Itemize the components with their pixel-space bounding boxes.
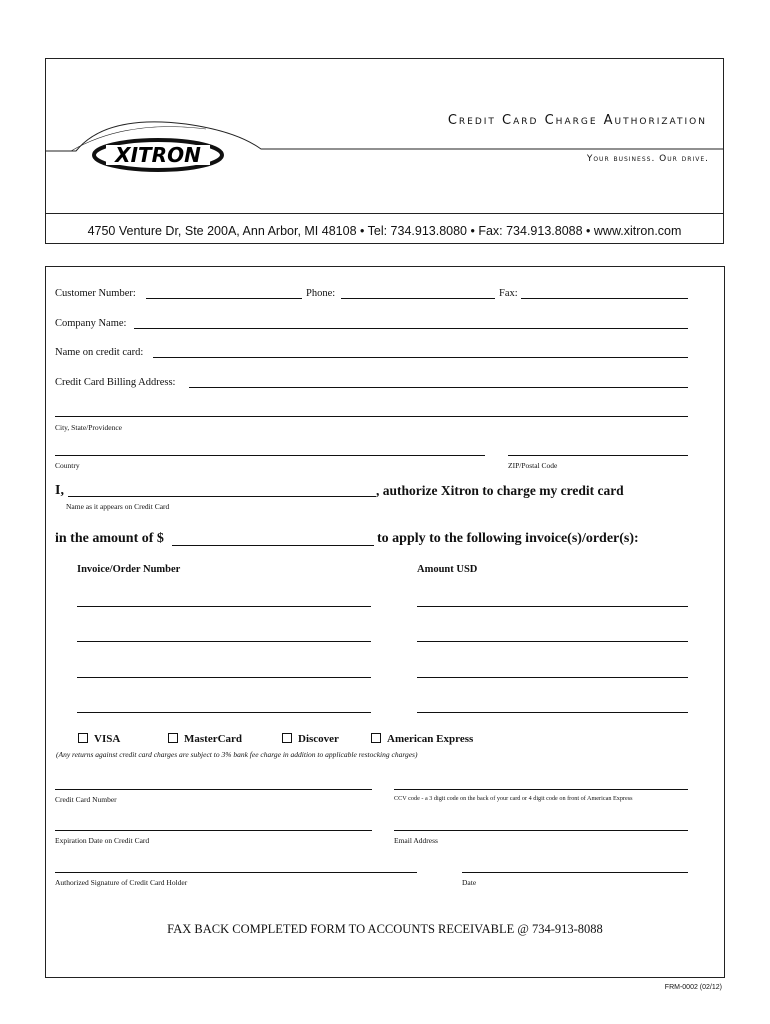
card-number-label: Credit Card Number: [55, 795, 117, 804]
header-box: [45, 58, 724, 244]
company-name-field[interactable]: [134, 328, 688, 329]
form-code: FRM-0002 (02/12): [664, 984, 722, 991]
fax-back-instruction: FAX BACK COMPLETED FORM TO ACCOUNTS RECEIVABLE @ 734-913-8088: [167, 922, 603, 936]
company-address: 4750 Venture Dr, Ste 200A, Ann Arbor, MI 48108 • Tel: 734.913.8080 • Fax: 734.913.8088 • www.xitron.com: [87, 224, 682, 238]
form-title: Credit Card Charge Authorization: [447, 113, 707, 128]
discover-checkbox[interactable]: Discover: [282, 733, 339, 745]
xitron-logo: [90, 135, 230, 175]
zip-label: ZIP/Postal Code: [508, 461, 558, 470]
ccv-field[interactable]: [394, 789, 688, 790]
amount-field-1[interactable]: [417, 606, 688, 607]
amount-field-2[interactable]: [417, 641, 688, 642]
billing-address-label: Credit Card Billing Address:: [55, 377, 176, 388]
checkbox-icon[interactable]: [371, 733, 381, 743]
phone-field[interactable]: [341, 298, 495, 299]
header-divider: [46, 213, 723, 214]
svg-text:XITRON: XITRON: [115, 143, 201, 167]
cardholder-name-hint: Name as it appears on Credit Card: [66, 502, 170, 511]
company-name-label: Company Name:: [55, 318, 127, 329]
expiration-field[interactable]: [55, 830, 372, 831]
invoice-field-4[interactable]: [77, 712, 371, 713]
country-label: Country: [55, 461, 80, 470]
cardholder-name-field[interactable]: [68, 496, 376, 497]
customer-number-label: Customer Number:: [55, 288, 136, 299]
billing-address-field[interactable]: [189, 387, 688, 388]
country-field[interactable]: [55, 455, 485, 456]
amount-prefix: in the amount of $: [55, 531, 164, 546]
checkbox-icon[interactable]: [78, 733, 88, 743]
signature-label: Authorized Signature of Credit Card Holder: [55, 878, 188, 887]
fax-field[interactable]: [521, 298, 688, 299]
fax-label: Fax:: [499, 288, 518, 299]
amount-column-header: Amount USD: [417, 564, 478, 575]
amount-suffix: to apply to the following invoice(s)/order(s):: [377, 531, 639, 546]
ccv-label: CCV code - a 3 digit code on the back of your card or 4 digit code on front of American Express: [394, 795, 633, 802]
signature-field[interactable]: [55, 872, 417, 873]
expiration-label: Expiration Date on Credit Card: [55, 836, 150, 845]
invoice-column-header: Invoice/Order Number: [77, 564, 181, 575]
visa-checkbox[interactable]: VISA: [78, 733, 120, 745]
amex-checkbox[interactable]: American Express: [371, 733, 473, 745]
email-field[interactable]: [394, 830, 688, 831]
city-state-label: City, State/Providence: [55, 423, 123, 432]
name-on-card-label: Name on credit card:: [55, 347, 144, 358]
phone-label: Phone:: [306, 288, 336, 299]
date-label: Date: [462, 878, 477, 887]
city-state-field[interactable]: [55, 416, 688, 417]
invoice-field-3[interactable]: [77, 677, 371, 678]
authorization-i: I,: [55, 483, 64, 498]
date-field[interactable]: [462, 872, 688, 873]
zip-field[interactable]: [508, 455, 688, 456]
invoice-field-1[interactable]: [77, 606, 371, 607]
checkbox-icon[interactable]: [282, 733, 292, 743]
invoice-field-2[interactable]: [77, 641, 371, 642]
card-number-field[interactable]: [55, 789, 372, 790]
authorization-text: , authorize Xitron to charge my credit card: [376, 483, 624, 498]
amount-field[interactable]: [172, 545, 374, 546]
mastercard-checkbox[interactable]: MasterCard: [168, 733, 242, 745]
customer-number-field[interactable]: [146, 298, 302, 299]
name-on-card-field[interactable]: [153, 357, 688, 358]
amount-field-3[interactable]: [417, 677, 688, 678]
tagline: Your business. Our drive.: [586, 154, 709, 164]
amount-field-4[interactable]: [417, 712, 688, 713]
checkbox-icon[interactable]: [168, 733, 178, 743]
email-label: Email Address: [394, 836, 438, 845]
card-fee-note: (Any returns against credit card charges are subject to 3% bank fee charge in addition to applicable restocking charges): [56, 750, 418, 759]
